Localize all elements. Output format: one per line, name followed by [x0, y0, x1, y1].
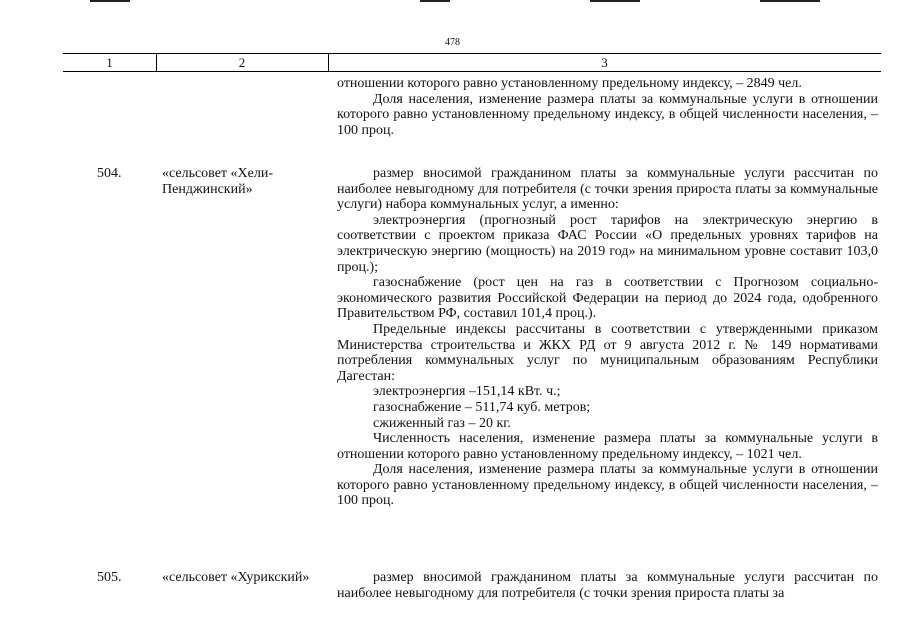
- paragraph: размер вносимой гражданином платы за коммунальные услуги рассчитан по наиболее невыгодному для потребителя (с точки зрения прироста платы за коммунальные услуги) набора коммунальных услуг, а именно:: [337, 166, 878, 213]
- paragraph: газоснабжение (рост цен на газ в соответствии с Прогнозом социально-экономического развития Российской Федерации на период до 2024 года, одобренного Правительством РФ, составил 101,4 проц.).: [337, 275, 878, 322]
- scan-edge-mark: [420, 0, 450, 2]
- norm-item: электроэнергия –151,14 кВт. ч.;: [373, 384, 561, 400]
- scan-edge-mark: [590, 0, 640, 2]
- continued-row-text: [337, 76, 878, 138]
- paragraph: Доля населения, изменение размера платы за коммунальные услуги в отношении которого равно установленному предельному индексу, в общей численности населения, – 100 проц.: [337, 91, 878, 138]
- paragraph: размер вносимой гражданином платы за коммунальные услуги рассчитан по наиболее невыгодному для потребителя (с точки зрения прироста платы за: [337, 570, 878, 601]
- paragraph: отношении которого равно установленному предельному индексу, – 2849 чел.: [337, 76, 802, 91]
- paragraph: электроэнергия (прогнозный рост тарифов на электрическую энергию в соответствии с проектом приказа ФАС России «О предельных уровнях тарифов на электрическую энергию (мощность) на 2019 год» на минимальном уровне составит 103,0 проц.);: [337, 212, 878, 275]
- municipality-name: «сельсовет «Хурикский»: [162, 570, 310, 585]
- row-number: 504.: [97, 166, 122, 181]
- paragraph: Доля населения, изменение размера платы за коммунальные услуги в отношении которого равно установленному предельному индексу, в общей численности населения, – 100 проц.: [337, 462, 878, 509]
- municipality-name: «сельсовет «Хели-Пенджинский»: [162, 166, 274, 197]
- row-description: [337, 166, 878, 509]
- paragraph: Численность населения, изменение размера платы за коммунальные услуги в отношении которого равно установленному предельному индексу, – 1021 чел.: [337, 431, 878, 462]
- scan-edge-mark: [90, 0, 130, 2]
- table-header: [63, 53, 881, 72]
- paragraph: Предельные индексы рассчитаны в соответствии с утвержденными приказом Министерства строительства и ЖКХ РД от 9 августа 2012 г. № 149 нормативами потребления коммунальных услуг по муниципальным образованиям Республики Дагестан:: [337, 321, 878, 384]
- norm-item: газоснабжение – 511,74 куб. метров;: [373, 399, 591, 415]
- norm-item: сжиженный газ – 20 кг.: [373, 415, 511, 431]
- page-number: 478: [445, 37, 460, 48]
- header-col-2: 2: [238, 55, 246, 70]
- row-number: 505.: [97, 570, 122, 585]
- row-description: [337, 570, 878, 601]
- header-col-1: 1: [106, 55, 113, 70]
- scan-edge-mark: [760, 0, 820, 2]
- header-col-3: 3: [601, 55, 608, 70]
